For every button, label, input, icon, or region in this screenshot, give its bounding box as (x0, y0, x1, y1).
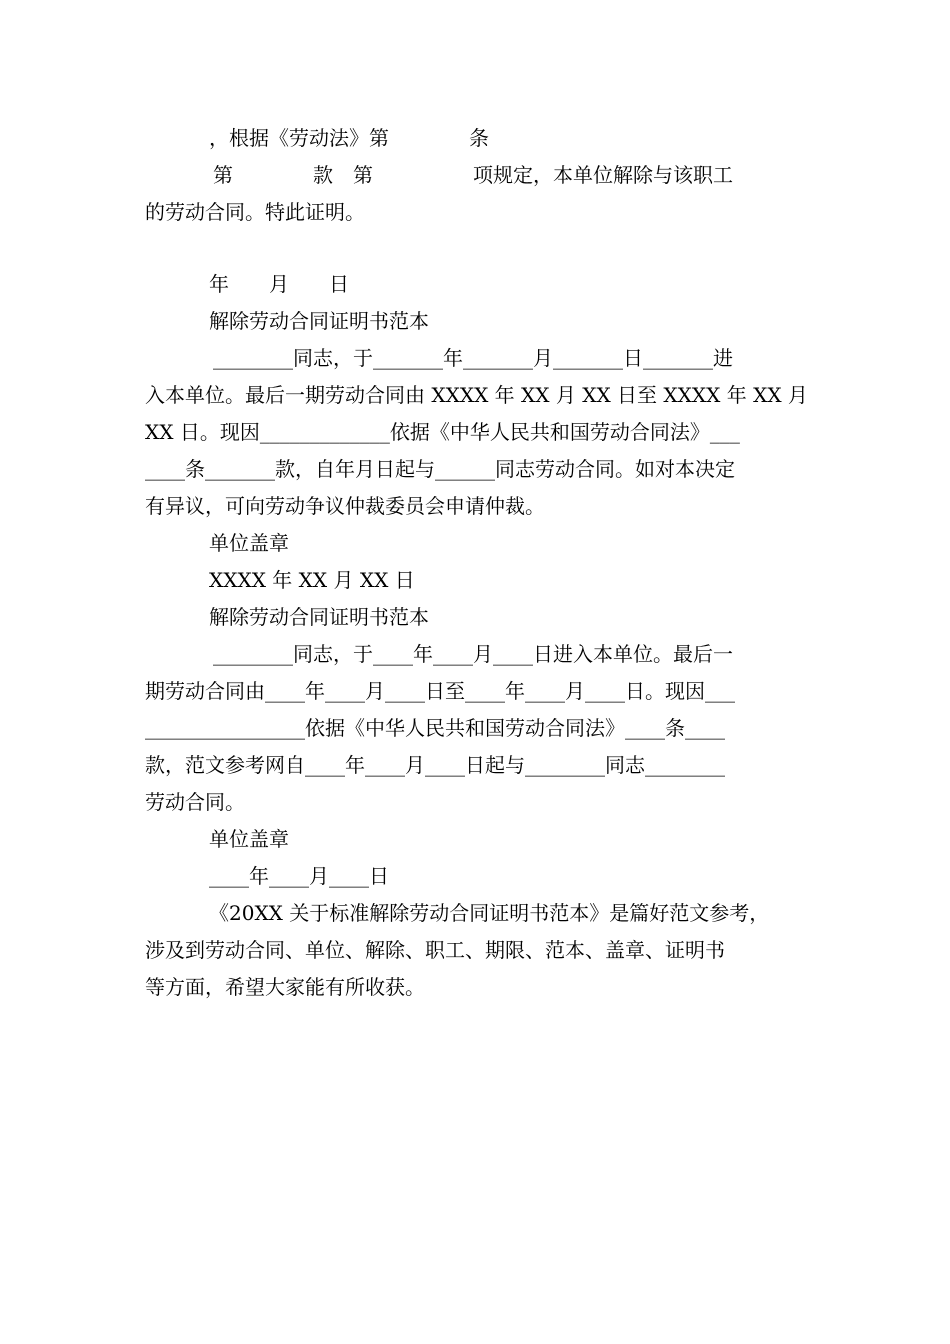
date-line: 年 月 日 (209, 272, 349, 296)
text-line: ________同志，于____年____月____日进入本单位。最后一 (213, 642, 733, 666)
text-line: 款，范文参考网自____年____月____日起与________同志________ (145, 753, 725, 777)
seal-label: 单位盖章 (209, 827, 289, 851)
text-line: ____条_______款，自年月日起与______同志劳动合同。如对本决定 (145, 457, 735, 481)
text-line: 有异议，可向劳动争议仲裁委员会申请仲裁。 (145, 494, 545, 518)
date-line: ____年____月____日 (209, 864, 389, 888)
text-line: 入本单位。最后一期劳动合同由 XXXX 年 XX 月 XX 日至 XXXX 年 XX 月 (145, 383, 808, 407)
text-line: 第 款 第 项规定，本单位解除与该职工 (213, 163, 733, 187)
date-line: XXXX 年 XX 月 XX 日 (209, 568, 415, 592)
seal-label: 单位盖章 (209, 531, 289, 555)
text-line: ________________依据《中华人民共和国劳动合同法》____条____ (145, 716, 725, 740)
text-line: ，根据《劳动法》第 条 (209, 126, 489, 150)
text-line: 期劳动合同由____年____月____日至____年____月____日。现因___ (145, 679, 735, 703)
text-line: 劳动合同。 (145, 790, 245, 814)
text-line: ________同志，于_______年_______月_______日_______进 (213, 346, 733, 370)
section-title: 解除劳动合同证明书范本 (209, 309, 429, 333)
text-line: XX 日。现因_____________依据《中华人民共和国劳动合同法》___ (145, 420, 740, 444)
summary-line: 等方面，希望大家能有所收获。 (145, 975, 425, 999)
section-title: 解除劳动合同证明书范本 (209, 605, 429, 629)
summary-line: 涉及到劳动合同、单位、解除、职工、期限、范本、盖章、证明书 (145, 938, 725, 962)
text-line: 的劳动合同。特此证明。 (145, 200, 365, 224)
summary-line: 《20XX 关于标准解除劳动合同证明书范本》是篇好范文参考， (209, 901, 770, 925)
